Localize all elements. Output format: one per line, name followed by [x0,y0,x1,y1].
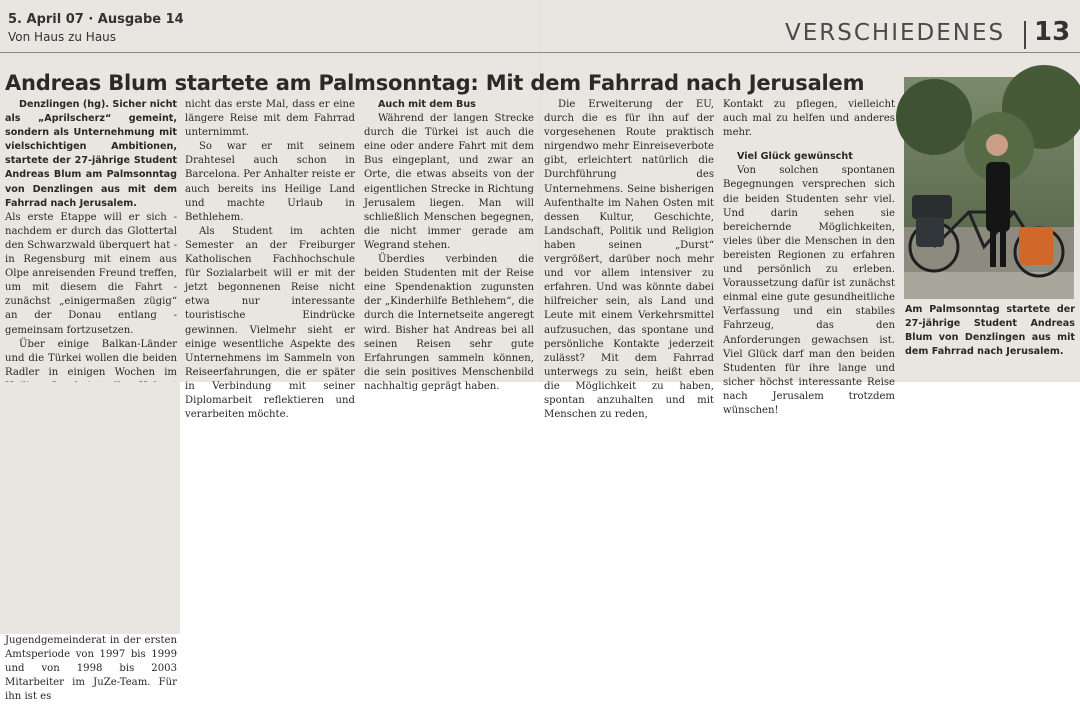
column-5 [723,98,895,418]
column-4 [544,98,714,422]
section-title: VERSCHIEDENES [785,20,1006,46]
header-rule [0,52,1080,53]
paragraph: Als erste Etappe will er sich - nachdem er durch das Glottertal den Schwarzwald überquert hat - in Regensburg mit einem aus Olpe anreisenden Freund treffen, um mit diesem die Fahrt - zunächst „einigermaßen zügig“ an der Donau entlang - gemeinsam fortzusetzen. [5,211,177,336]
paragraph: Als Student im achten Semester an der Freiburger Katholischen Fachhochschule für Sozialarbeit will er mit der jetzt begonnenen Reise nicht etwa nur interessante touristische Eindrücke gewinnen. Vielmehr sieht er einige wesentliche Aspekte des Unternehmens im Sammeln von Reiseerfahrungen, die er später in Verbindung mit seiner Diplomarbeit reflektieren und verarbeiten möchte. [185,225,355,421]
subheading: Viel Glück gewünscht [737,151,853,163]
publication-name: Von Haus zu Haus [8,30,117,44]
paragraph: Kontakt zu pflegen, vielleicht auch mal zu helfen und anderes mehr. [723,99,895,139]
paragraph: Jugendgemeinderat in der ersten Amtsperiode von 1997 bis 1999 und von 1998 bis 2003 Mitarbeiter im JuZe-Team. Für ihn ist es [5,634,177,702]
paragraph: So war er mit seinem Drahtesel auch schon in Barcelona. Per Anhalter reiste er auch bereits ins Heilige Land und machte Urlaub in Bethlehem. [185,141,355,223]
paragraph: Von solchen spontanen Begegnungen versprechen sich die beiden Studenten sehr viel. Und darin sehen sie bereichernde Möglichkeiten, vieles über die Menschen in den bereisten Regionen zu erfahren und persönlich zu erleben. Voraussetzung dafür ist zunächst einmal eine gute gesundheitliche Verfassung und ein stabiles Fahrzeug, das den Anforderungen gewachsen ist. Viel Glück darf man den beiden Studenten für ihre lange und sicher höchst interessante Reise nach Jerusalem trotzdem wünschen! [723,165,895,416]
photo-caption: Am Palmsonntag startete der 27-jährige Student Andreas Blum von Denzlingen aus mit dem Fahrrad nach Jerusalem. [905,304,1075,358]
header-divider [1024,21,1026,49]
article-lead: Denzlingen (hg). Sicher nicht als „Aprilscherz“ gemeint, sondern als Unternehmung mit vielschichtigen Ambitionen, startete der 27-jährige Student Andreas Blum am Palmsonntag von Denzlingen aus mit dem Fahrrad nach Jerusalem. [5,99,177,209]
paragraph: Während der langen Strecke durch die Türkei ist auch die eine oder andere Fahrt mit dem Bus eingeplant, und zwar an Orte, die etwas abseits von der eigentlichen Strecke in Richtung Jerusalem liegen. Man will schließlich Menschen begegnen, die nicht immer gerade am Wegrand stehen. [364,113,534,251]
column-2 [185,98,355,422]
newspaper-clipping-tail [0,382,180,634]
paragraph: Die Erweiterung der EU, durch die es für ihn auf der vorgesehenen Route praktisch nirgendwo mehr Einreiseverbote gibt, erleichtert natürlich die Durchführung des Unternehmens. Seine bisherigen Aufenthalte im Nahen Osten mit dessen Kultur, Geschichte, Landschaft, Politik und Religion haben seinen „Durst“ vergrößert, darüber noch mehr und vor allem intensiver zu erfahren. Und was könnte dabei hilfreicher sein, als Land und Leute mit einem Verkehrsmittel aufzusuchen, das spontane und persönliche Kontakte jederzeit zulässt? Mit dem Fahrrad unterwegs zu sein, heißt eben die Möglichkeit zu haben, spontan anzuhalten und mit Menschen zu reden, [544,99,714,421]
paragraph: nicht das erste Mal, dass er eine längere Reise mit dem Fahrrad unternimmt. [185,99,355,139]
paragraph: Überdies verbinden die beiden Studenten mit der Reise eine Spendenaktion zugunsten der „Kinderhilfe Bethlehem“, die durch die Internetseite angeregt wird. Bisher hat Andreas bei all seinen Reisen sehr gute Erfahrungen sammeln können, die sein positives Menschenbild nachhaltig geprägt haben. [364,254,534,392]
paper-fold [540,0,543,382]
article-headline: Andreas Blum startete am Palmsonntag: Mit dem Fahrrad nach Jerusalem [5,71,865,95]
paragraph: Über einige Balkan-Länder und die Türkei wollen die beiden Radler in einigen Wochen im [5,338,177,378]
page-number: 13 [1034,17,1071,47]
subheading: Auch mit dem Bus [378,99,476,110]
column-3 [364,98,534,394]
issue-date: 5. April 07 · Ausgabe 14 [8,12,184,27]
cyclist-photo [904,77,1074,299]
